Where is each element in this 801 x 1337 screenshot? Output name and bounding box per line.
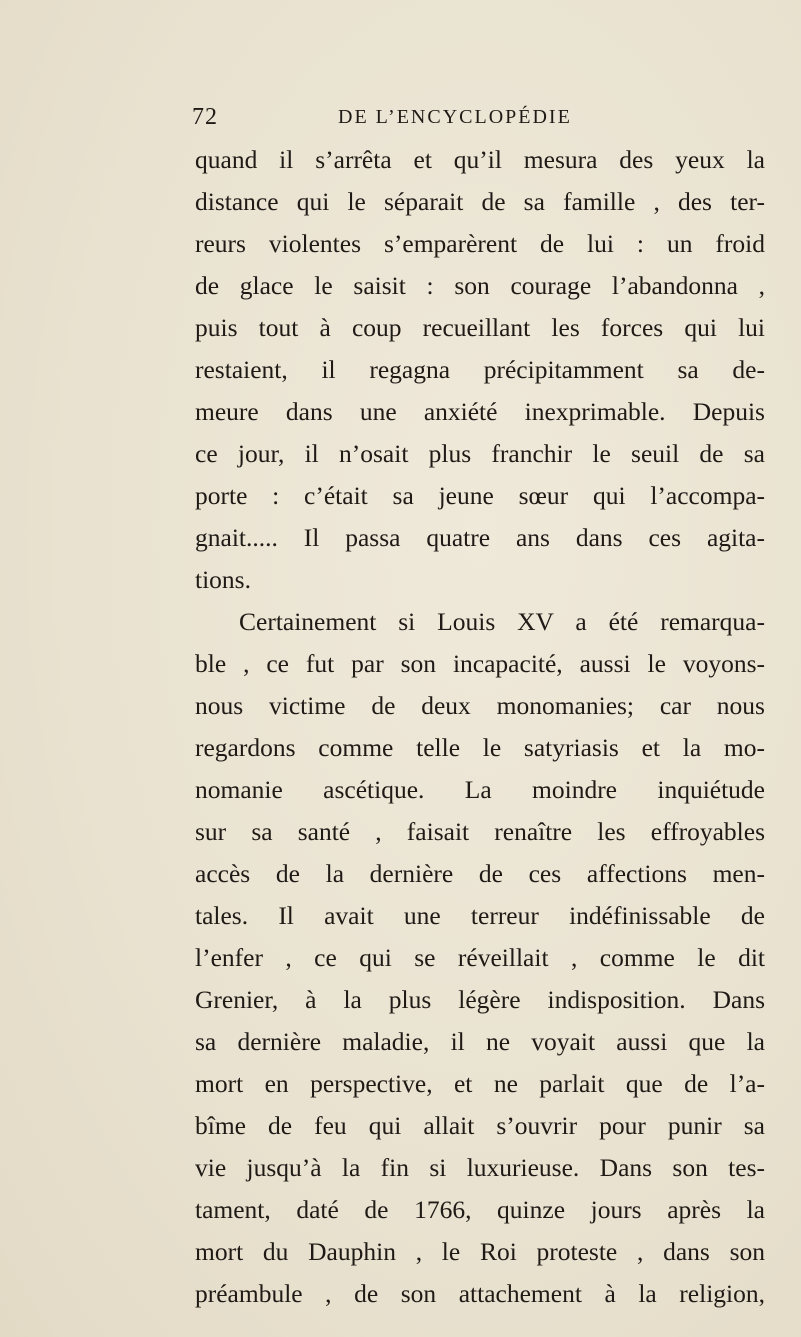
text-line: distance qui le séparait de sa famille , des ter- — [195, 187, 765, 216]
text-line: meure dans une anxiété inexprimable. Depuis — [195, 397, 765, 426]
paragraph-start-line: Certainement si Louis XV a été remarqua- — [239, 607, 765, 636]
text-line: Grenier, à la plus légère indisposition. Dans — [195, 985, 765, 1014]
text-line: quand il s’arrêta et qu’il mesura des yeux la — [195, 145, 765, 174]
paragraph-end-line: tions. — [195, 565, 251, 594]
text-line: gnait..... Il passa quatre ans dans ces agita- — [195, 523, 765, 552]
text-line: accès de la dernière de ces affections men- — [195, 859, 765, 888]
body-text — [195, 139, 765, 1315]
text-line: puis tout à coup recueillant les forces qui lui — [195, 313, 765, 342]
text-line: tament, daté de 1766, quinze jours après la — [195, 1195, 765, 1224]
text-line: de glace le saisit : son courage l’abandonna , — [195, 271, 765, 300]
text-line: porte : c’était sa jeune sœur qui l’accompa- — [195, 481, 765, 510]
text-line: mort en perspective, et ne parlait que de l’a- — [195, 1069, 765, 1098]
text-line: ble , ce fut par son incapacité, aussi le voyons- — [195, 649, 765, 678]
page-number: 72 — [192, 104, 218, 130]
text-line: restaient, il regagna précipitamment sa de- — [195, 355, 765, 384]
text-line: mort du Dauphin , le Roi proteste , dans son — [195, 1237, 765, 1266]
text-line: bîme de feu qui allait s’ouvrir pour punir sa — [195, 1111, 765, 1140]
text-line: ce jour, il n’osait plus franchir le seuil de sa — [195, 439, 765, 468]
text-line: préambule , de son attachement à la religion, — [195, 1279, 765, 1308]
text-line: nous victime de deux monomanies; car nous — [195, 691, 765, 720]
text-line: reurs violentes s’emparèrent de lui : un froid — [195, 229, 765, 258]
text-line: sur sa santé , faisait renaître les effroyables — [195, 817, 765, 846]
text-line: nomanie ascétique. La moindre inquiétude — [195, 775, 765, 804]
text-line: regardons comme telle le satyriasis et la mo- — [195, 733, 765, 762]
text-line: sa dernière maladie, il ne voyait aussi que la — [195, 1027, 765, 1056]
running-title: DE L’ENCYCLOPÉDIE — [338, 106, 572, 128]
text-line: vie jusqu’à la fin si luxurieuse. Dans son tes- — [195, 1153, 765, 1182]
text-line: l’enfer , ce qui se réveillait , comme le dit — [195, 943, 765, 972]
text-line: tales. Il avait une terreur indéfinissable de — [195, 901, 765, 930]
running-head — [192, 104, 764, 134]
